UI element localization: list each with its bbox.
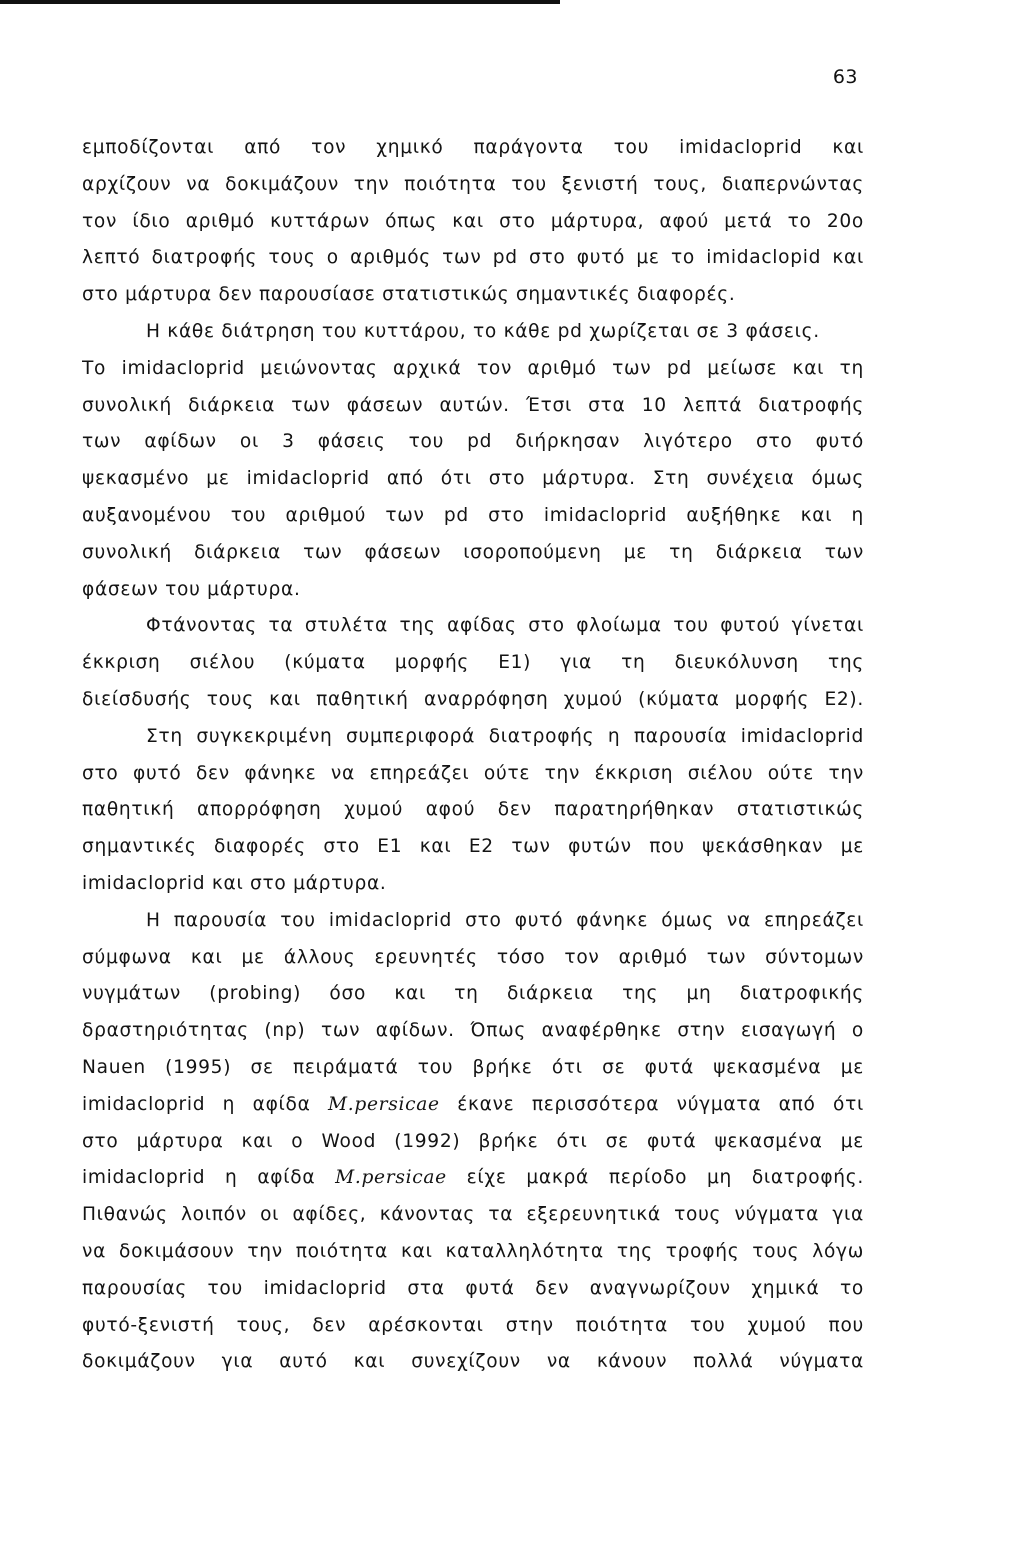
text-line: συνολική διάρκεια των φάσεων αυτών. Έτσι στα 10 λεπτά διατροφής: [82, 394, 864, 416]
text-line: Στη συγκεκριμένη συμπεριφορά διατροφής η παρουσία imidacloprid: [146, 725, 864, 747]
page-number: 63: [832, 66, 858, 88]
text-line: στο φυτό δεν φάνηκε να επηρεάζει ούτε την έκκριση σιέλου ούτε την: [82, 762, 864, 784]
text-line: φάσεων του μάρτυρα.: [82, 578, 301, 600]
species-name: M.persicae: [335, 1167, 447, 1189]
text-line: εμποδίζονται από τον χημικό παράγοντα του imidacloprid και: [82, 137, 864, 158]
text-line: Η παρουσία του imidacloprid στο φυτό φάνηκε όμως να επηρεάζει: [146, 909, 864, 931]
top-scan-rule: [0, 0, 560, 4]
text-line: παρουσίας του imidacloprid στα φυτά δεν αναγνωρίζουν χημικά το: [82, 1277, 864, 1299]
text-line: Nauen (1995) σε πειράματά του βρήκε ότι σε φυτά ψεκασμένα με: [82, 1056, 864, 1078]
text-line: [82, 1160, 864, 1197]
text-line: νυγμάτων (probing) όσο και τη διάρκεια της μη διατροφικής: [82, 983, 864, 1005]
text-line: [82, 1087, 864, 1124]
text-segment: imidacloprid η αφίδα: [82, 1093, 329, 1115]
text-line: Πιθανώς λοιπόν οι αφίδες, κάνοντας τα εξερευνητικά τους νύγματα για: [82, 1204, 864, 1226]
text-line: ψεκασμένο με imidacloprid από ότι στο μάρτυρα. Στη συνέχεια όμως: [82, 468, 864, 490]
text-segment: έκανε περισσότερα νύγματα από ότι: [439, 1093, 864, 1115]
text-line: Το imidacloprid μειώνοντας αρχικά τον αριθμό των pd μείωσε και τη: [82, 357, 864, 379]
body-text: [82, 130, 864, 1381]
text-line: σύμφωνα και με άλλους ερευνητές τόσο τον αριθμό των σύντομων: [82, 946, 864, 968]
text-line: αυξανομένου του αριθμού των pd στο imidacloprid αυξήθηκε και η: [82, 504, 864, 526]
text-line: δοκιμάζουν για αυτό και συνεχίζουν να κάνουν πολλά νύγματα: [82, 1351, 864, 1373]
text-line: φυτό-ξενιστή τους, δεν αρέσκονται στην ποιότητα του χυμού που: [82, 1314, 864, 1336]
text-segment: imidacloprid η αφίδα: [82, 1167, 336, 1189]
text-line: των αφίδων οι 3 φάσεις του pd διήρκησαν λιγότερο στο φυτό: [82, 431, 864, 453]
text-line: Φτάνοντας τα στυλέτα της αφίδας στο φλοίωμα του φυτού γίνεται: [146, 615, 864, 637]
text-line: συνολική διάρκεια των φάσεων ισοροπούμενη με τη διάρκεια των: [82, 541, 864, 563]
text-line: imidacloprid και στο μάρτυρα.: [82, 872, 387, 894]
text-line: σημαντικές διαφορές στο Ε1 και Ε2 των φυτών που ψεκάσθηκαν με: [82, 836, 864, 858]
text-line: παθητική απορρόφηση χυμού αφού δεν παρατηρήθηκαν στατιστικώς: [82, 799, 864, 821]
text-line: Η κάθε διάτρηση του κυττάρου, το κάθε pd χωρίζεται σε 3 φάσεις.: [146, 320, 820, 342]
text-line: στο μάρτυρα δεν παρουσίασε στατιστικώς σημαντικές διαφορές.: [82, 284, 736, 306]
text-line: να δοκιμάσουν την ποιότητα και καταλληλότητα της τροφής τους λόγω: [82, 1240, 864, 1262]
text-line: έκκριση σιέλου (κύματα μορφής Ε1) για τη διευκόλυνση της: [82, 652, 864, 674]
text-line: αρχίζουν να δοκιμάζουν την ποιότητα του ξενιστή τους, διαπερνώντας: [82, 173, 864, 195]
species-name: M.persicae: [328, 1093, 440, 1115]
text-line: δραστηριότητας (np) των αφίδων. Όπως αναφέρθηκε στην εισαγωγή ο: [82, 1020, 864, 1042]
text-segment: είχε μακρά περίοδο μη διατροφής.: [446, 1167, 864, 1189]
text-line: στο μάρτυρα και ο Wood (1992) βρήκε ότι σε φυτά ψεκασμένα με: [82, 1130, 864, 1152]
text-line: διείσδυσής τους και παθητική αναρρόφηση χυμού (κύματα μορφής Ε2).: [82, 688, 864, 710]
text-line: λεπτό διατροφής τους ο αριθμός των pd στο φυτό με το imidaclopid και: [82, 247, 864, 269]
text-line: τον ίδιο αριθμό κυττάρων όπως και στο μάρτυρα, αφού μετά το 20ο: [82, 210, 864, 232]
